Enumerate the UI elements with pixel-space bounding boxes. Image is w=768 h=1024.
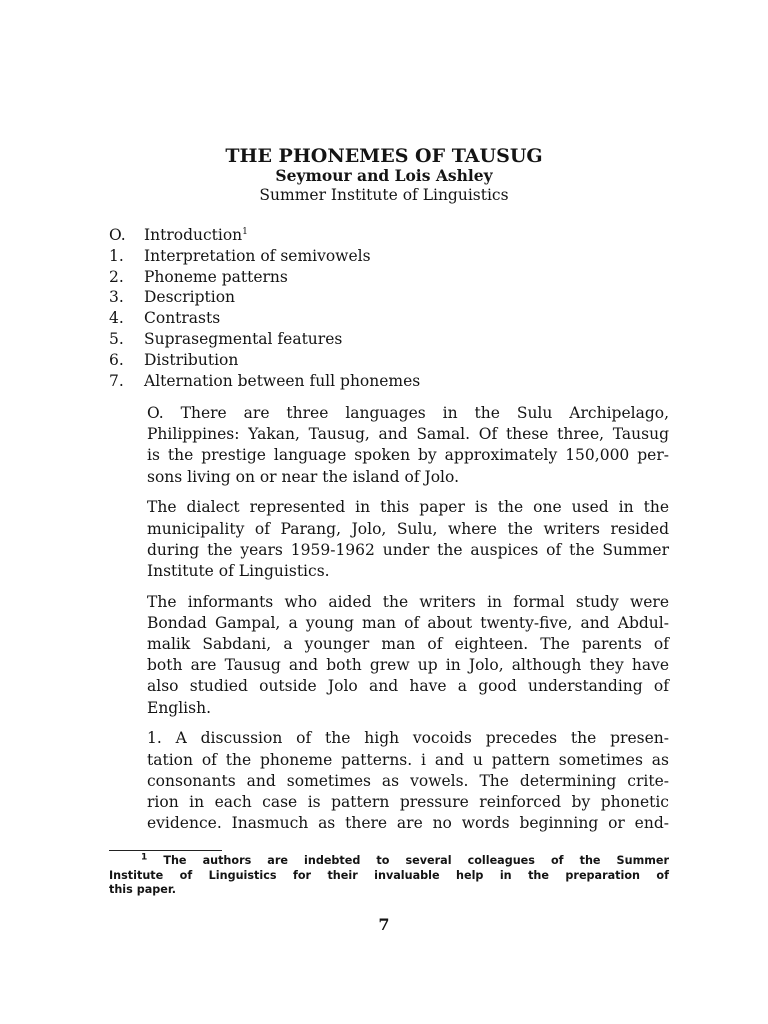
text-line: English. — [147, 698, 211, 717]
toc-label: Description — [144, 288, 236, 307]
toc-number: 4. — [109, 309, 124, 328]
toc-number: 1. — [109, 246, 124, 265]
footnote-marker: 1 — [141, 852, 148, 863]
footnote-divider — [109, 850, 222, 851]
footnote-line: $^1$ The authors are indebted to several colleagues of the Summer — [141, 852, 669, 867]
paper-authors: Seymour and Lois Ashley — [275, 166, 493, 185]
text-line: Bondad Gampal, a young man of about twenty-five, and Abdul- — [147, 613, 669, 632]
toc-label: Interpretation of semivowels — [144, 246, 371, 265]
text-line: The informants who aided the writers in formal study were — [147, 592, 669, 611]
toc-item — [109, 329, 669, 350]
text-line: is the prestige language spoken by approximately 150,000 per- — [147, 446, 669, 465]
toc-label: Phoneme patterns — [144, 267, 288, 286]
toc-item — [109, 287, 669, 308]
toc-number: 7. — [109, 371, 124, 390]
toc-item — [109, 225, 669, 246]
toc-item — [109, 246, 669, 267]
footnote-line: this paper. — [109, 883, 177, 896]
toc-label: Introduction$^1$ — [144, 226, 248, 244]
toc-item — [109, 308, 669, 329]
text-line: evidence. Inasmuch as there are no words beginning or end- — [147, 814, 669, 833]
text-line: sons living on or near the island of Jolo. — [147, 467, 459, 486]
toc-number: 6. — [109, 350, 124, 369]
text-line: during the years 1959-1962 under the auspices of the Summer — [147, 540, 669, 559]
toc-number: O. — [109, 226, 126, 244]
text-line: also studied outside Jolo and have a good understanding of — [147, 677, 669, 696]
paragraph-introduction — [109, 403, 669, 488]
text-line: consonants and sometimes as vowels. The determining crite- — [147, 771, 669, 790]
toc-number: 2. — [109, 267, 124, 286]
text-line: malik Sabdani, a younger man of eighteen. The parents of — [147, 635, 669, 654]
page-number: 7 — [378, 915, 390, 934]
toc-label: Alternation between full phonemes — [144, 371, 421, 390]
paper-title: THE PHONEMES OF TAUSUG — [225, 145, 543, 167]
text-line: The dialect represented in this paper is the one used in the — [147, 498, 669, 517]
text-line: O. There are three languages in the Sulu Archipelago, — [147, 404, 669, 422]
text-line: Philippines: Yakan, Tausug, and Samal. Of these three, Tausug — [147, 425, 669, 444]
text-line: rion in each case is pattern pressure reinforced by phonetic — [147, 792, 669, 811]
toc-label: Distribution — [144, 350, 239, 369]
paragraph-informants — [109, 592, 669, 719]
text-line: tation of the phoneme patterns. i and u pattern sometimes as — [147, 750, 669, 769]
toc-item — [109, 371, 669, 392]
text-line: both are Tausug and both grew up in Jolo, although they have — [147, 656, 669, 675]
toc-item — [109, 350, 669, 371]
text-line: municipality of Parang, Jolo, Sulu, where the writers resided — [147, 519, 669, 538]
toc-number: 3. — [109, 288, 124, 307]
author-affiliation: Summer Institute of Linguistics — [259, 186, 509, 204]
toc-label: Contrasts — [144, 309, 221, 328]
paragraph-semivowels — [109, 728, 669, 834]
footnote — [109, 854, 669, 898]
text-line: Institute of Linguistics. — [147, 561, 330, 580]
toc-label: Suprasegmental features — [144, 329, 343, 348]
body-text — [109, 403, 669, 844]
toc-item — [109, 267, 669, 288]
paragraph-dialect — [109, 497, 669, 582]
table-of-contents — [109, 225, 669, 391]
footnote-line: Institute of Linguistics for their invaluable help in the preparation of — [109, 868, 669, 882]
text-line: 1. A discussion of the high vocoids precedes the presen- — [147, 729, 669, 748]
toc-number: 5. — [109, 329, 124, 348]
footnote-marker: 1 — [242, 226, 248, 237]
